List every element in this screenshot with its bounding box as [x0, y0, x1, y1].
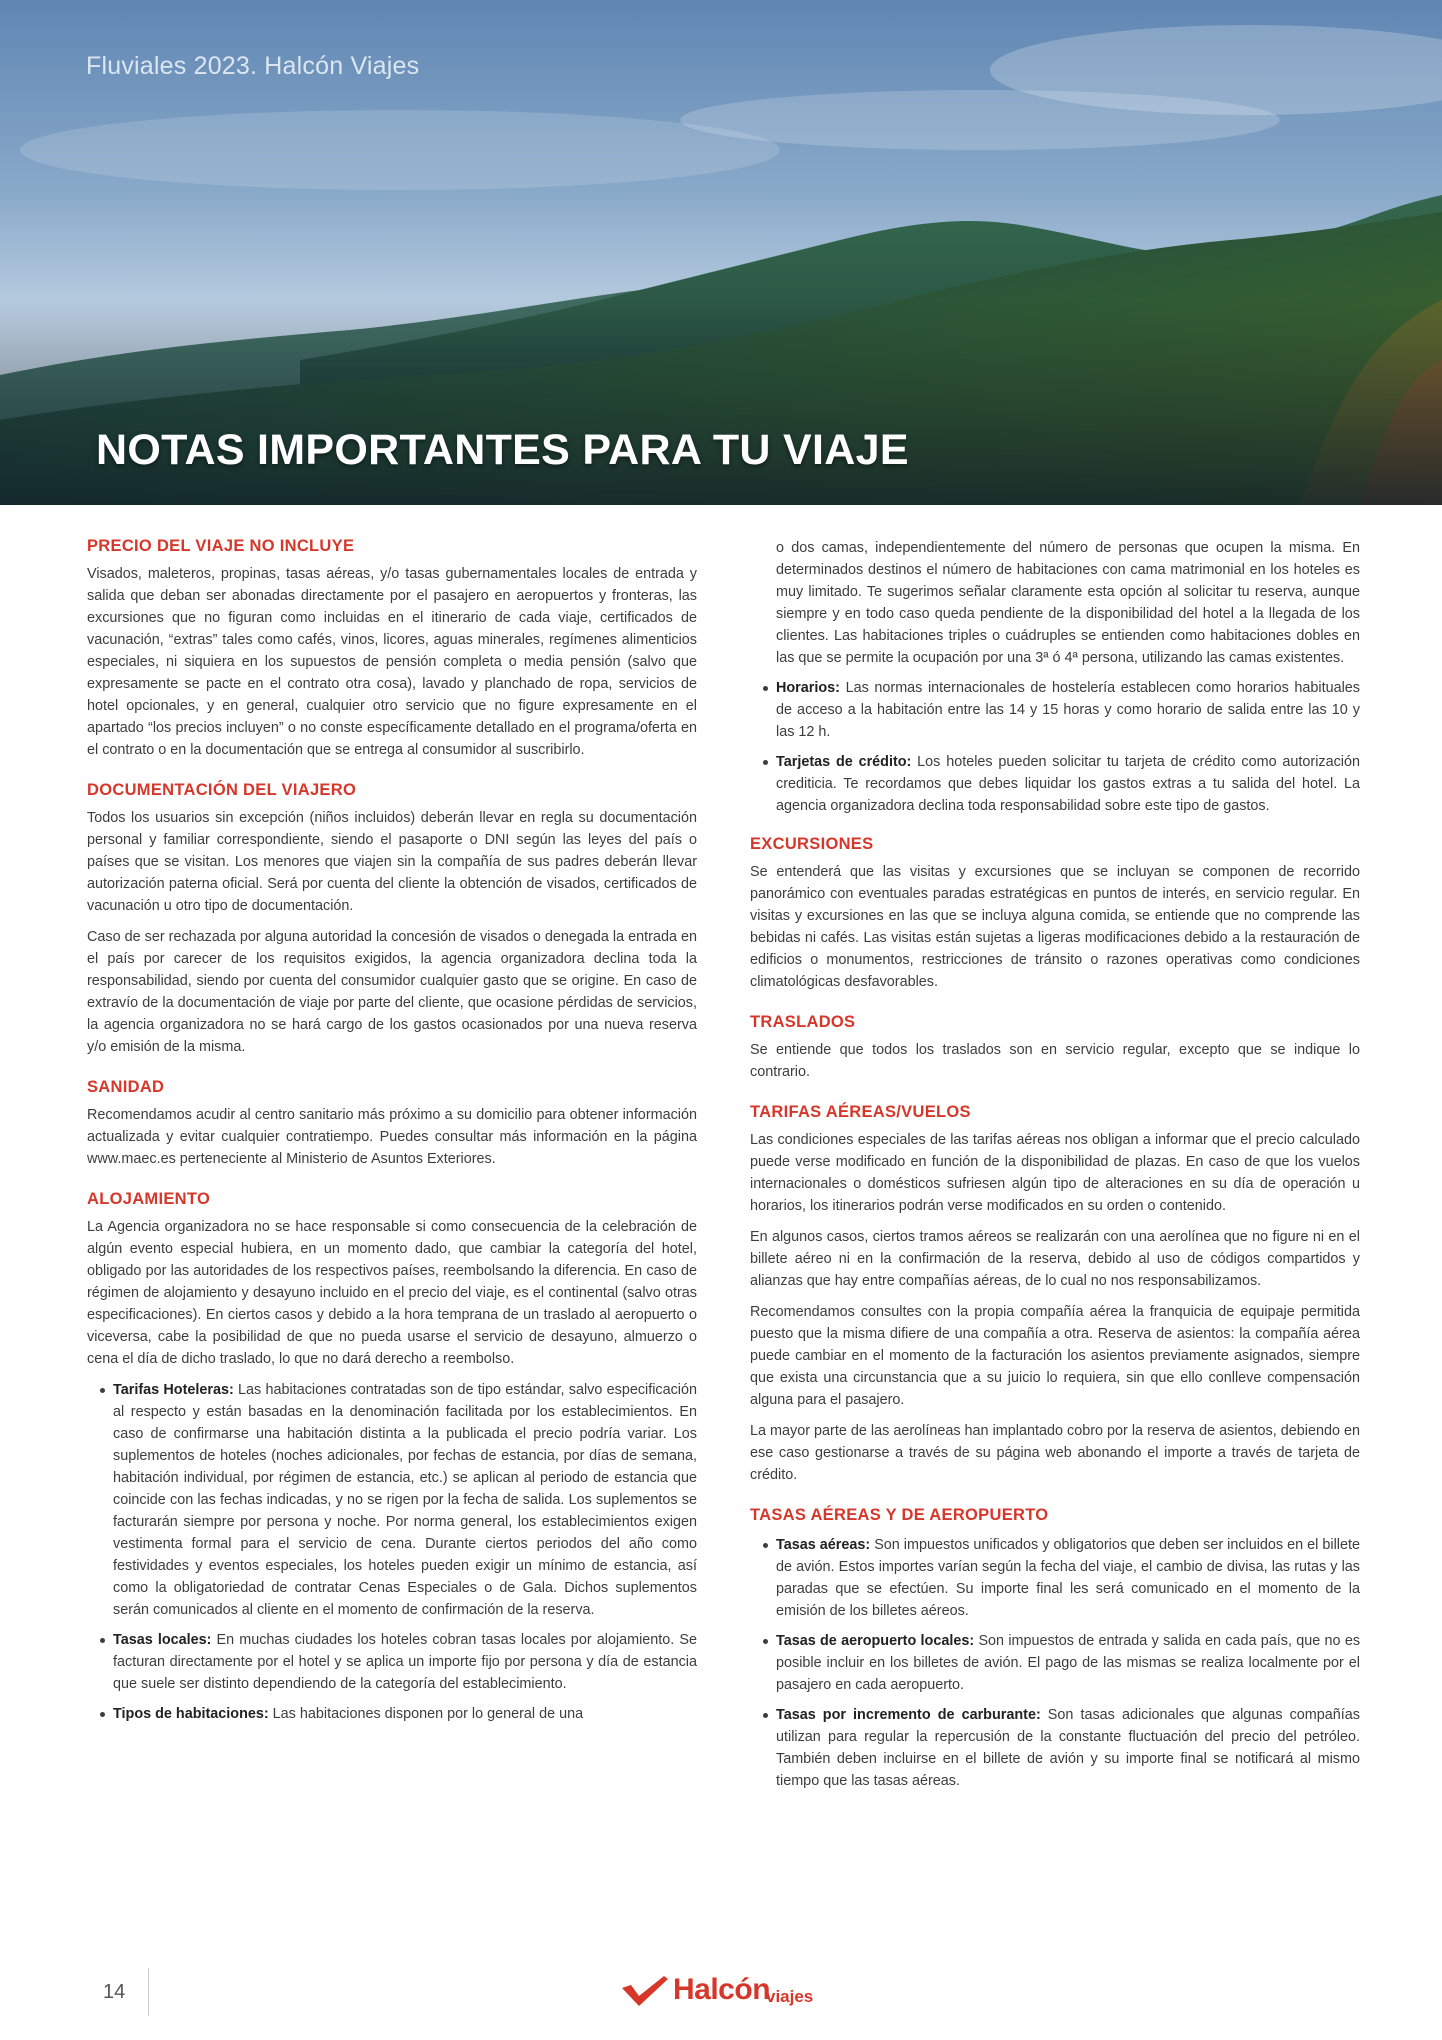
- paragraph: Se entenderá que las visitas y excursiones que se incluyan se componen de recorrido panorámico con eventuales paradas estratégicas en puntos de interés, en servicio regular. En visitas y excursiones en las que se incluya alguna comida, se entiende que no comprende las bebidas ni cafés. Las visitas están sujetas a ligeras modificaciones debido a la restauración de edificios o monumentos, restricciones de tránsito o razones operativas como condiciones climatológicas desfavorables.: [750, 864, 1360, 990]
- bullet-item: [87, 1379, 697, 1621]
- hero-banner: [0, 0, 1442, 505]
- bullet-text: Son tasas adicionales que algunas compañías utilizan para regular la repercusión de la constante fluctuación del precio del petróleo. También deben incluirse en el billete de avión y su importe final se notificará al mismo tiempo que las tasas aéreas.: [776, 1707, 1360, 1789]
- bullet-list: [87, 1379, 697, 1725]
- bullet-item: [750, 751, 1360, 817]
- bullet-item: [750, 1704, 1360, 1792]
- page-title: NOTAS IMPORTANTES PARA TU VIAJE: [96, 426, 909, 474]
- bullet-text: Son impuestos unificados y obligatorios que deben ser incluidos en el billete de avión. Estos importes varían según la fecha del viaje, el cambio de divisa, las rutas y las paradas que se efectúen. Su importe final les será comunicado en el momento de la emisión de los billetes aéreos.: [776, 1537, 1360, 1619]
- section-heading: TASAS AÉREAS Y DE AEROPUERTO: [750, 1506, 1049, 1524]
- section-heading: DOCUMENTACIÓN DEL VIAJERO: [87, 781, 357, 799]
- bullet-label: Tasas de aeropuerto locales:: [776, 1633, 975, 1649]
- section-heading: SANIDAD: [87, 1078, 165, 1096]
- bullet-item: [87, 1703, 697, 1725]
- bullet-text: Son impuestos de entrada y salida en cada país, que no es posible incluir en los billetes de avión. El pago de las mismas se realiza localmente por el pasajero en cada aeropuerto.: [776, 1633, 1361, 1693]
- logo-subtext: viajes: [766, 1987, 814, 2006]
- paragraph: Se entiende que todos los traslados son en servicio regular, excepto que se indique lo contrario.: [750, 1042, 1360, 1080]
- paragraph: En algunos casos, ciertos tramos aéreos se realizarán con una aerolínea que no figure ni en el billete aéreo ni en la confirmación de la reserva, debido al uso de códigos compartidos y alianzas que hay entre compañías aéreas, de lo cual no nos responsabilizamos.: [750, 1229, 1360, 1289]
- bullet-label: Tasas por incremento de carburante:: [776, 1707, 1041, 1723]
- section-sanidad: [87, 1078, 697, 1170]
- paragraph: Todos los usuarios sin excepción (niños incluidos) deberán llevar en regla su documentación personal y familiar correspondiente, siendo el pasaporte o DNI según las leyes del país o países que se visitan. Los menores que viajen sin la compañía de sus padres deberán llevar autorización paterna oficial. Será por cuenta del cliente la obtención de visados, certificados de vacunación u otro tipo de documentación.: [87, 810, 697, 914]
- section-excursiones: [750, 835, 1360, 993]
- bullet-list: [750, 1534, 1360, 1792]
- paragraph: Visados, maleteros, propinas, tasas aéreas, y/o tasas gubernamentales locales de entrada y salida que deban ser abonadas directamente por el pasajero en aeropuertos y fronteras, las excursiones que no figuran como incluidas en el itinerario de cada viaje, certificados de vacunación, “extras” tales como cafés, vinos, licores, aguas minerales, regímenes alimenticios especiales, ni siquiera en los supuestos de pensión completa o media pensión (salvo que expresamente se pacte en el contrato otra cosa), lavado y planchado de ropa, servicios de hotel opcionales, y en general, cualquier otro servicio que no figure expresamente en el apartado “los precios incluyen” o no conste específicamente detallado en el programa/oferta en el contrato o en la documentación que se entrega al consumidor al suscribirlo.: [87, 566, 697, 758]
- bullet-label: Tipos de habitaciones:: [113, 1706, 269, 1722]
- bullet-label: Horarios:: [776, 680, 840, 696]
- section-heading: TRASLADOS: [750, 1013, 856, 1031]
- section-documentacion: [87, 781, 697, 1058]
- paragraph: Las condiciones especiales de las tarifas aéreas nos obligan a informar que el precio calculado puede verse modificado en función de la disponibilidad de plazas. En caso de que los vuelos internacionales o domésticos sufriesen algún tipo de alteraciones en su día de operación u horarios, los itinerarios podrán verse modificados en su orden o contenido.: [750, 1132, 1360, 1214]
- section-traslados: [750, 1013, 1360, 1083]
- bullet-label: Tasas locales:: [113, 1632, 212, 1648]
- paragraph: Recomendamos acudir al centro sanitario más próximo a su domicilio para obtener información actualizada y evitar cualquier contratiempo. Puedes consultar más información en la página www.maec.es perteneciente al Ministerio de Asuntos Exteriores.: [87, 1107, 697, 1167]
- bullet-text: Las habitaciones disponen por lo general de una: [268, 1706, 584, 1722]
- section-heading: ALOJAMIENTO: [87, 1190, 211, 1208]
- bullet-text: Las habitaciones contratadas son de tipo estándar, salvo especificación al respecto y están basadas en la denominación facilitada por los establecimientos. En caso de confirmarse una habitación distinta a la publicada el precio podría variar. Los suplementos de hoteles (noches adicionales, por fechas de estancia, por días de semana, habitación individual, por régimen de estancia, etc.) se aplican al periodo de estancia que coincide con las fechas indicadas, y no se rigen por la fecha de salida. Los suplementos se facturarán siempre por persona y noche. Por norma general, los establecimientos exigen vestimenta formal para el servicio de cena. Durante ciertos periodos del año como festividades y eventos especiales, los hoteles pueden exigir un mínimo de estancia, así como la obligatoriedad de contratar Cenas Especiales o de Gala. Dichos suplementos serán comunicados al cliente en el momento de confirmación de la reserva.: [113, 1382, 698, 1618]
- bullet-text: Los hoteles pueden solicitar tu tarjeta de crédito como autorización crediticia. Te recordamos que debes liquidar los gastos extras a tu salida del hotel. La agencia organizadora declina toda responsabilidad sobre este tipo de gastos.: [776, 754, 1360, 814]
- paragraph: La Agencia organizadora no se hace responsable si como consecuencia de la celebración de algún evento especial hubiera, en un momento dado, que cambiar la categoría del hotel, obligado por las autoridades de los respectivos países, reembolsando la diferencia. En caso de régimen de alojamiento y desayuno incluido en el precio del viaje, es el continental (salvo otras especificaciones). En ciertos casos y debido a la hora temprana de un traslado al aeropuerto o viceversa, cabe la posibilidad de que no pueda usarse el servicio de desayuno, almuerzo o cena el día de dicho traslado, lo que no dará derecho a reembolso.: [87, 1219, 697, 1367]
- section-tarifas-aereas: [750, 1103, 1360, 1486]
- paragraph: Recomendamos consultes con la propia compañía aérea la franquicia de equipaje permitida puesto que la misma difiere de una compañía a otra. Reserva de asientos: la compañía aérea puede cambiar en el momento de la facturación los asientos previamente asignados, siempre que exista una circunstancia que a su juicio lo requiera, sin que ello conlleve compensación alguna para el pasajero.: [750, 1304, 1360, 1408]
- section-heading: PRECIO DEL VIAJE NO INCLUYE: [87, 537, 355, 555]
- bullet-text: o dos camas, independientemente del número de personas que ocupen la misma. En determinados destinos el número de habitaciones con cama matrimonial en los hoteles es muy limitado. Te sugerimos señalar claramente esta opción al solicitar tu reserva, aunque siempre y en todo caso queda pendiente de la disponibilidad del hotel a la llegada de los clientes. Las habitaciones triples o cuádruples se entienden como habitaciones dobles en las que se permite la ocupación por una 3ª ó 4ª persona, utilizando las camas existentes.: [776, 540, 1360, 666]
- left-column: [87, 537, 697, 1745]
- bullet-item: [750, 677, 1360, 743]
- bullet-label: Tasas aéreas:: [776, 1537, 871, 1553]
- bullet-label: Tarifas Hoteleras:: [113, 1382, 234, 1398]
- bullet-label: Tarjetas de crédito:: [776, 754, 912, 770]
- bullet-list-continued: [750, 537, 1360, 817]
- bullet-item: [750, 1534, 1360, 1622]
- section-tasas: [750, 1506, 1360, 1792]
- paragraph: La mayor parte de las aerolíneas han implantado cobro por la reserva de asientos, debiendo en ese caso gestionarse a través de su página web abonando el importe a través de tarjeta de crédito.: [750, 1423, 1360, 1483]
- bullet-text: En muchas ciudades los hoteles cobran tasas locales por alojamiento. Se facturan directamente por el hotel y se aplica un importe fijo por persona y día de estancia que suele ser distinto dependiendo de la categoría del establecimiento.: [113, 1632, 697, 1692]
- logo-wordmark: Halcón: [673, 1973, 771, 2006]
- bird-logo-icon: [622, 1976, 668, 2006]
- bullet-item: [750, 1630, 1360, 1696]
- footer-divider: [148, 1968, 149, 2016]
- section-alojamiento: [87, 1190, 697, 1725]
- bullet-continuation: [750, 537, 1360, 669]
- bullet-text: Las normas internacionales de hostelería establecen como horarios habituales de acceso a la habitación entre las 14 y 15 horas y como horario de salida entre las 10 y las 12 h.: [776, 680, 1360, 740]
- page-number: 14: [103, 1981, 126, 2003]
- edition-label: Fluviales 2023. Halcón Viajes: [86, 52, 420, 80]
- bullet-item: [87, 1629, 697, 1695]
- paragraph: Caso de ser rechazada por alguna autoridad la concesión de visados o denegada la entrada en el país por carecer de los requisitos exigidos, la agencia organizadora declina toda la responsabilidad, siendo por cuenta del consumidor cualquier gasto que se origine. En caso de extravío de la documentación de viaje por parte del cliente, que ocasione pérdidas de servicios, la agencia organizadora no se hará cargo de los gastos ocasionados por una nueva reserva y/o emisión de la misma.: [87, 929, 697, 1055]
- section-heading: TARIFAS AÉREAS/VUELOS: [750, 1103, 971, 1121]
- section-heading: EXCURSIONES: [750, 835, 874, 853]
- section-precio: [87, 537, 697, 761]
- right-column: [750, 537, 1360, 1812]
